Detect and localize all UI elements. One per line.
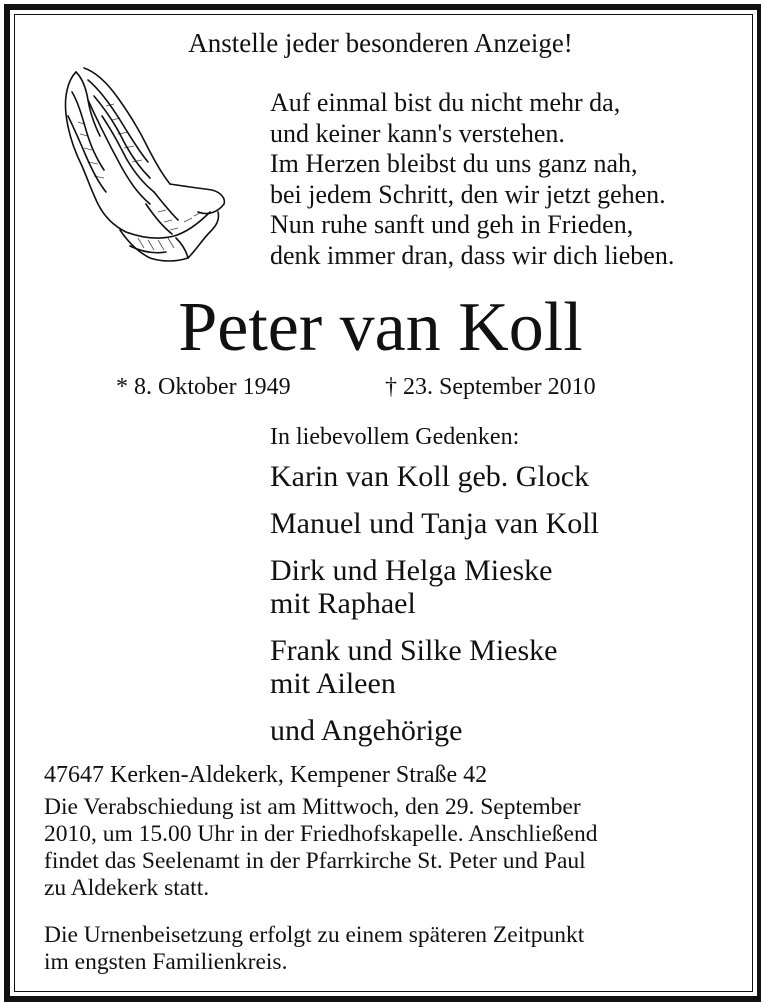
notice-heading: Anstelle jeder besonderen Anzeige!: [188, 28, 573, 58]
poem-line: bei jedem Schritt, den wir jetzt gehen.: [270, 179, 666, 209]
mourner-entry: [270, 460, 599, 493]
urn-info: [44, 922, 584, 976]
mourner-entry: [270, 714, 599, 747]
urn-line: im engsten Familienkreis.: [44, 949, 288, 975]
poem-line: und keiner kann's verstehen.: [270, 118, 565, 148]
mourner-name: Manuel und Tanja van Koll: [270, 507, 599, 540]
poem-line: Nun ruhe sanft und geh in Frieden,: [270, 210, 634, 239]
memory-intro: In liebevollem Gedenken:: [270, 424, 520, 450]
mourner-name: Dirk und Helga Mieske: [270, 554, 553, 587]
ceremony-line: zu Aldekerk statt.: [44, 875, 210, 901]
deceased-name: Peter van Koll: [178, 289, 583, 366]
ceremony-line: 2010, um 15.00 Uhr in der Friedhofskapelle. Anschließend: [44, 821, 598, 847]
mourner-name: und Angehörige: [270, 714, 463, 747]
birth-date: * 8. Oktober 1949: [116, 374, 291, 400]
mourner-entry: [270, 507, 599, 540]
address: 47647 Kerken-Aldekerk, Kempener Straße 42: [44, 762, 488, 788]
poem-line: Auf einmal bist du nicht mehr da,: [270, 88, 621, 117]
death-date: † 23. September 2010: [385, 374, 596, 400]
ceremony-info: [44, 794, 597, 902]
mourner-child: mit Aileen: [270, 667, 396, 700]
praying-hands-icon: [58, 62, 230, 266]
poem: [270, 88, 674, 271]
urn-line: Die Urnenbeisetzung erfolgt zu einem späteren Zeitpunkt: [44, 922, 585, 948]
poem-line: Im Herzen bleibst du uns ganz nah,: [270, 149, 638, 178]
poem-line: denk immer dran, dass wir dich lieben.: [270, 240, 675, 270]
mourners-list: [270, 460, 599, 761]
ceremony-line: findet das Seelenamt in der Pfarrkirche St. Peter und Paul: [44, 848, 586, 874]
mourner-entry: [270, 554, 599, 620]
mourner-entry: [270, 634, 599, 700]
mourner-name: Frank und Silke Mieske: [270, 634, 558, 667]
mourner-child: mit Raphael: [270, 587, 416, 620]
ceremony-line: Die Verabschiedung ist am Mittwoch, den 29. September: [44, 794, 581, 820]
mourner-name: Karin van Koll geb. Glock: [270, 460, 590, 493]
